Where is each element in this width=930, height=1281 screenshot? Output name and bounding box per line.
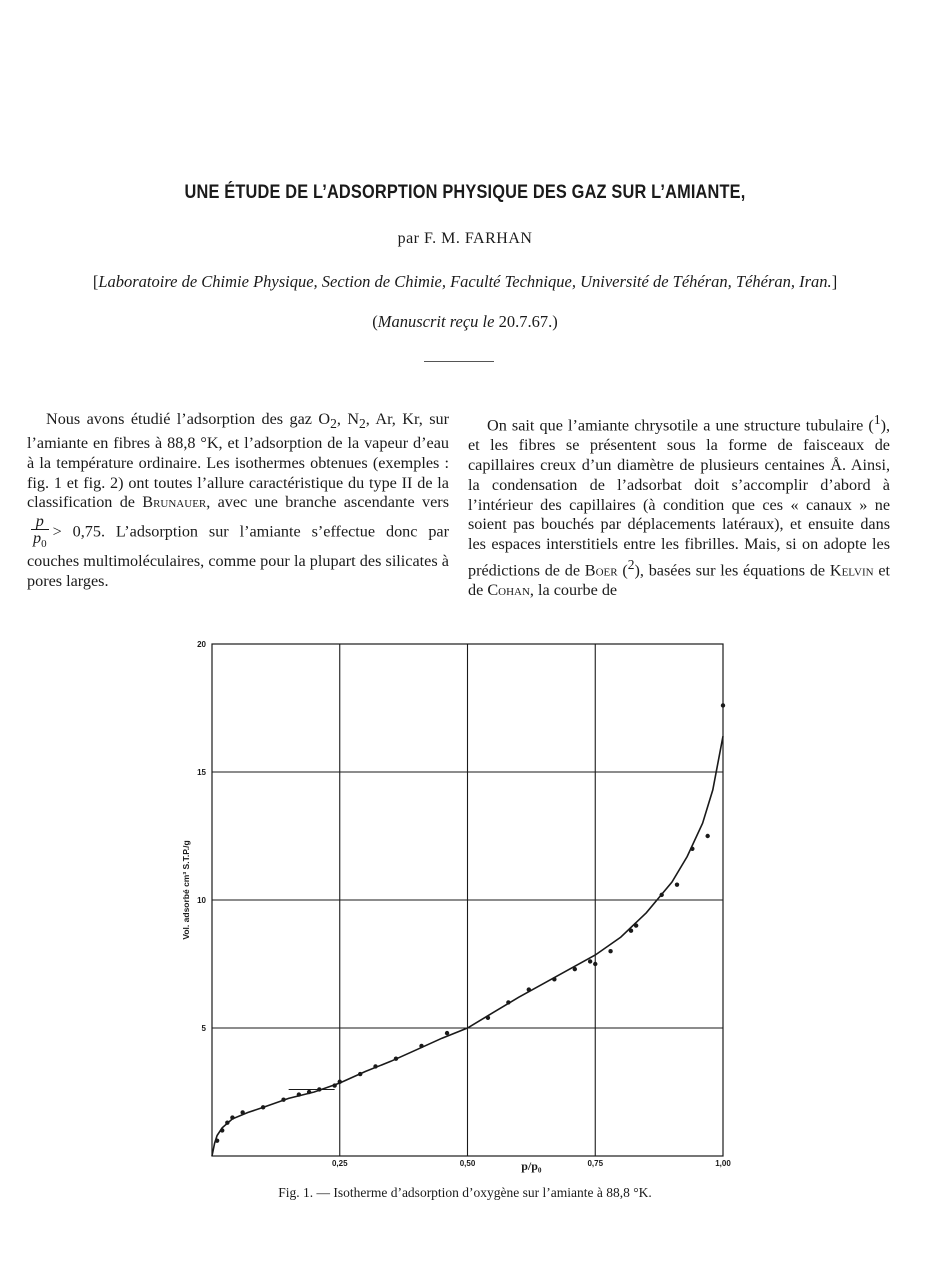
data-point — [332, 1083, 336, 1087]
data-point — [675, 882, 679, 886]
text-run: et de — [468, 561, 890, 600]
text-run: ), basées sur les équations de — [634, 561, 830, 580]
subscript: 2 — [359, 416, 366, 432]
text-run: , avec une branche ascendante vers — [206, 493, 449, 512]
left-paragraph — [27, 410, 449, 592]
data-point — [659, 893, 663, 897]
name-brunauer: Brunauer — [142, 493, 207, 512]
affiliation-bracket-close: ] — [831, 272, 838, 291]
denominator-p: p — [33, 529, 42, 548]
data-point — [307, 1090, 311, 1094]
fraction-p-over-p0 — [31, 513, 49, 552]
caption-label: Fig. 1. — [278, 1185, 314, 1200]
received-date: 20.7.67. — [498, 312, 553, 331]
data-point — [220, 1128, 224, 1132]
data-point — [419, 1044, 423, 1048]
data-point — [552, 977, 556, 981]
reference-2: 2 — [627, 556, 635, 572]
text-run: , N — [336, 410, 360, 428]
text-run: , Ar, Kr, sur l’amiante en fibres à 88,8 °K, et l’adsorption de la vapeur d’eau à la température ordinaire. Les isothermes obtenues (exemples : fig. 1 et fig. 2) ont toutes l’allure caractéristique du type II de la classification de — [27, 410, 449, 512]
caption-text: — Isotherme d’adsorption d’oxygène sur l’amiante à 88,8 °K. — [313, 1185, 652, 1200]
data-point — [527, 987, 531, 991]
denominator-sub: 0 — [41, 538, 47, 551]
text-run: ), et les fibres se présentent sous la forme de faisceaux de capillaires creux d’un diamètre de plusieurs centaines Å. Ainsi, la condensation de l’adsorbat doit s’accomplir d’abord à l’intérieur des capillaires (à condition que ces « canaux » ne soient pas bouchés par déplacements latéraux), et ensuite dans les espaces interstitiels entre les fibrilles. Mais, si on adopte les prédictions de de — [468, 416, 890, 580]
figure-1 — [168, 632, 748, 1177]
data-point — [506, 1000, 510, 1004]
data-point — [486, 1016, 490, 1020]
y-tick-label: 5 — [201, 1024, 206, 1033]
x-tick-label: 0,25 — [331, 1159, 348, 1168]
received-paren-open: ( — [372, 312, 378, 331]
data-point — [629, 929, 633, 933]
data-point — [215, 1138, 219, 1142]
data-point — [394, 1057, 398, 1061]
data-point — [338, 1080, 342, 1084]
isotherm-chart — [168, 632, 748, 1177]
left-column — [27, 410, 449, 592]
y-tick-label: 10 — [197, 896, 206, 905]
x-axis-label: p/p₀ — [521, 1159, 542, 1173]
text-run: ( — [617, 561, 628, 580]
data-point — [705, 834, 709, 838]
x-tick-label: 1,00 — [715, 1159, 731, 1168]
x-tick-label: 0,50 — [459, 1159, 476, 1168]
subscript: 2 — [330, 416, 337, 432]
text-run: On sait que l’amiante chrysotile a une structure tubulaire ( — [487, 416, 874, 435]
data-point — [593, 962, 597, 966]
data-point — [317, 1087, 321, 1091]
data-point — [358, 1072, 362, 1076]
affiliation-text: Laboratoire de Chimie Physique, Section de Chimie, Faculté Technique, Université de Téhéran, Téhéran, Iran. — [98, 272, 832, 291]
data-point — [588, 959, 592, 963]
y-tick-label: 15 — [197, 768, 206, 777]
data-point — [445, 1031, 449, 1035]
received-paren-close: ) — [552, 312, 558, 331]
right-paragraph — [468, 410, 890, 601]
text-run: > 0,75. L’adsorption sur l’amiante s’effectue donc par couches multimoléculaires, comme pour la plupart des silicates à pores larges. — [27, 522, 449, 591]
fraction-numerator: p — [31, 513, 49, 530]
data-point — [690, 847, 694, 851]
data-point — [230, 1115, 234, 1119]
data-point — [281, 1097, 285, 1101]
y-axis-label: Vol. adsorbé cm³ S.T.P./g — [181, 840, 191, 940]
data-point — [373, 1064, 377, 1068]
text-run: , la courbe de — [529, 581, 618, 600]
x-tick-label: 0,75 — [587, 1159, 604, 1168]
data-point — [261, 1105, 265, 1109]
y-tick-label: 20 — [197, 640, 206, 649]
author-line: par F. M. FARHAN — [397, 230, 533, 247]
data-point — [297, 1092, 301, 1096]
separator-rule — [424, 361, 494, 362]
received-label: Manuscrit reçu le — [377, 312, 495, 331]
text-run: Nous avons étudié l’adsorption des gaz O — [46, 410, 331, 428]
figure-caption — [0, 1185, 930, 1201]
fraction-denominator — [31, 530, 49, 552]
received-note — [0, 312, 930, 332]
data-point — [721, 703, 725, 707]
name-kelvin: Kelvin — [829, 561, 874, 580]
reference-1: 1 — [873, 412, 881, 427]
data-point — [225, 1121, 229, 1125]
affiliation-bracket-open: [ — [92, 272, 99, 291]
affiliation — [0, 272, 930, 292]
data-point — [634, 923, 638, 927]
name-cohan: Cohan — [487, 581, 530, 600]
name-boer: Boer — [584, 561, 618, 580]
data-point — [240, 1110, 244, 1114]
paper-title: UNE ÉTUDE DE L’ADSORPTION PHYSIQUE DES GAZ SUR L’AMIANTE, — [184, 182, 746, 203]
data-point — [573, 967, 577, 971]
right-column — [468, 410, 890, 601]
data-point — [608, 949, 612, 953]
